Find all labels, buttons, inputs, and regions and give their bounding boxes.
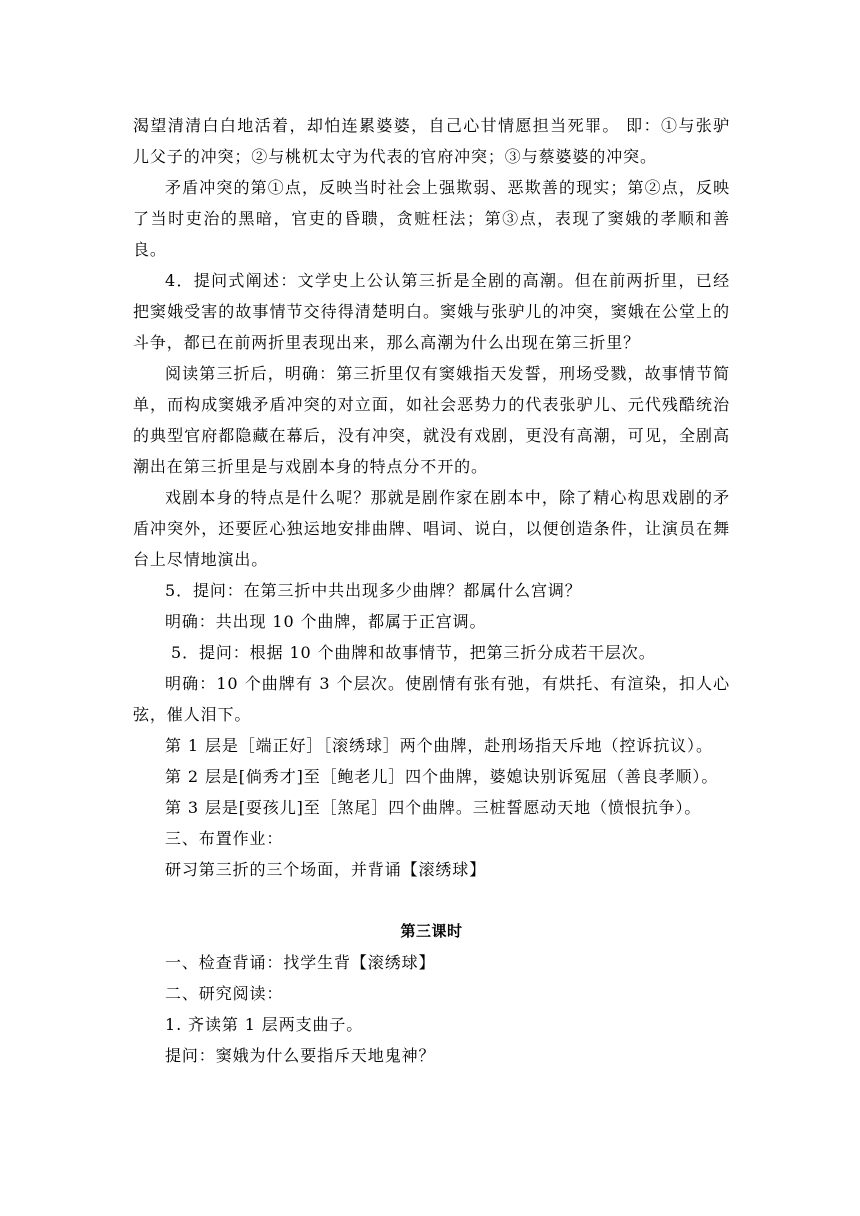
section-item-research-reading: 二、研究阅读： [165, 984, 284, 1003]
section-item-recitation: 一、检查背诵：找学生背【滚绣球】 [165, 953, 436, 972]
paragraph-layer-1: 第 1 层是［端正好］［滚绣球］两个曲牌，赴刑场指天斥地（控诉抗议）。 [165, 736, 713, 755]
blank-line [133, 885, 730, 916]
paragraph-homework-task: 研习第三折的三个场面，并背诵【滚绣球】 [165, 860, 487, 879]
paragraph-drama-features: 戏剧本身的特点是什么呢？那就是剧作家在剧本中，除了精心构思戏剧的矛盾冲突外，还要匠心独运地安排曲牌、唱词、说白，以便创造条件，让演员在舞台上尽情地演出。 [133, 488, 730, 569]
section-item-read-aloud: 1. 齐读第 1 层两支曲子。 [165, 1015, 364, 1034]
section-item-question: 提问：窦娥为什么要指斥天地鬼神？ [165, 1046, 436, 1065]
paragraph-question-4: 4．提问式阐述：文学史上公认第三折是全剧的高潮。但在前两折里，已经把窦娥受害的故事情节交待得清楚明白。窦娥与张驴儿的冲突，窦娥在公堂上的斗争，都已在前两折里表现出来，那么高潮为什么出现在第三折里？ [133, 271, 730, 352]
paragraph-question-5a: 5．提问：在第三折中共出现多少曲牌？都属什么宫调？ [165, 581, 582, 600]
paragraph-layer-3: 第 3 层是[耍孩儿]至［煞尾］四个曲牌。三桩誓愿动天地（愤恨抗争）。 [165, 798, 702, 817]
paragraph-reading-conclusion: 阅读第三折后，明确：第三折里仅有窦娥指天发誓，刑场受戮，故事情节简单，而构成窦娥矛盾冲突的对立面，如社会恶势力的代表张驴儿、元代残酷统治的典型官府都隐藏在幕后，没有冲突，就没有戏剧，更没有高潮，可见，全剧高潮出在第三折里是与戏剧本身的特点分不开的。 [133, 364, 730, 476]
section-heading: 第三课时 [400, 922, 463, 940]
paragraph-answer-5a: 明确：共出现 10 个曲牌，都属于正宫调。 [165, 612, 487, 631]
paragraph-layer-2: 第 2 层是[倘秀才]至［鲍老儿］四个曲牌，婆媳诀别诉冤屈（善良孝顺）。 [165, 767, 719, 786]
document-body [133, 110, 730, 1071]
paragraph-question-5b: 5．提问：根据 10 个曲牌和故事情节，把第三折分成若干层次。 [171, 643, 656, 662]
paragraph-homework-heading: 三、布置作业： [165, 829, 284, 848]
paragraph-answer-5b: 明确：10 个曲牌有 3 个层次。使剧情有张有弛，有烘托、有渲染，扣人心弦，催人泪下。 [133, 674, 730, 724]
paragraph-conflict-meaning: 矛盾冲突的第①点，反映当时社会上强欺弱、恶欺善的现实；第②点，反映了当时吏治的黑暗，官吏的昏聩，贪赃枉法；第③点，表现了窦娥的孝顺和善良。 [133, 178, 730, 259]
paragraph-conflicts-summary: 渴望清清白白地活着，却怕连累婆婆，自己心甘情愿担当死罪。 即：①与张驴儿父子的冲突；②与桃杌太守为代表的官府冲突；③与蔡婆婆的冲突。 [133, 116, 730, 166]
